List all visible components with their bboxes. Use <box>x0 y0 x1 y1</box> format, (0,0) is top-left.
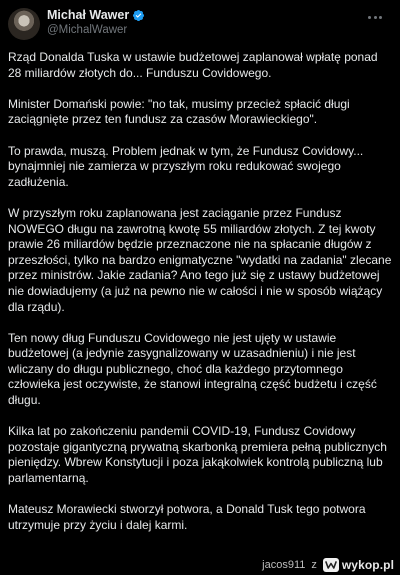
tweet-paragraph: Rząd Donalda Tuska w ustawie budżetowej zaplanował wpłatę ponad 28 miliardów złotych do... Funduszu Covidowego. <box>8 50 378 80</box>
verified-badge-icon <box>132 9 145 22</box>
tweet-header <box>8 6 392 42</box>
avatar[interactable] <box>8 8 40 40</box>
tweet-paragraph: W przyszłym roku zaplanowana jest zaciąganie przez Fundusz NOWEGO długu na zawrotną kwotę 55 miliardów złotych. Z tej kwoty prawie 26 miliardów będzie przeznaczone nie na spłacanie długów z przeszłości, tylko na bardzo enigmatyczne "wydatki na zadania" zlecane przez ministrów. Jakie zadania? Ano tego już się z ustawy budżetowej nie dowiadujemy (a już na pewno nie w całości i nie w sposób wiążący dla rządu). <box>8 205 392 314</box>
wykop-logo-icon <box>323 558 339 572</box>
tweet-body <box>8 50 392 533</box>
site-logo <box>323 558 394 572</box>
author-name-row <box>47 8 145 23</box>
site-name: wykop.pl <box>341 558 394 572</box>
author-name[interactable]: Michał Wawer <box>47 8 130 22</box>
tweet-paragraph: Kilka lat po zakończeniu pandemii COVID-19, Fundusz Covidowy pozostaje gigantyczną prywatną skarbonką premiera pełną publicznych pieniędzy. Wbrew Konstytucji i poza jakąkolwiek kontrolą publiczną lub parlamentarną. <box>8 424 387 486</box>
author-identity <box>47 8 145 38</box>
tweet-paragraph: Minister Domański powie: "no tak, musimy przecież spłacić długi zaciągnięte przez ten fundusz za czasów Morawieckiego". <box>8 96 350 127</box>
tweet-paragraph: Ten nowy dług Funduszu Covidowego nie jest ujęty w ustawie budżetowej (a jedynie zasygnalizowany w uzasadnieniu) i nie jest wliczany do długu publicznego, choć dla każdego przytomnego człowieka jest oczywiste, że stanowi integralną część budżetu i część długu. <box>8 330 377 408</box>
tweet-paragraph: To prawda, muszą. Problem jednak w tym, że Fundusz Covidowy... bynajmniej nie zamierza w przyszłym roku redukować swojego zadłużenia. <box>8 143 364 189</box>
uploader-name: jacos911 <box>262 559 306 571</box>
footer-separator: z <box>311 559 317 571</box>
tweet-paragraph: Mateusz Morawiecki stworzył potwora, a Donald Tusk tego potwora utrzymuje przy życiu i dalej karmi. <box>8 502 366 532</box>
more-options-icon[interactable] <box>366 10 384 24</box>
watermark-footer <box>0 555 400 575</box>
author-handle[interactable]: @MichalWawer <box>47 24 128 36</box>
